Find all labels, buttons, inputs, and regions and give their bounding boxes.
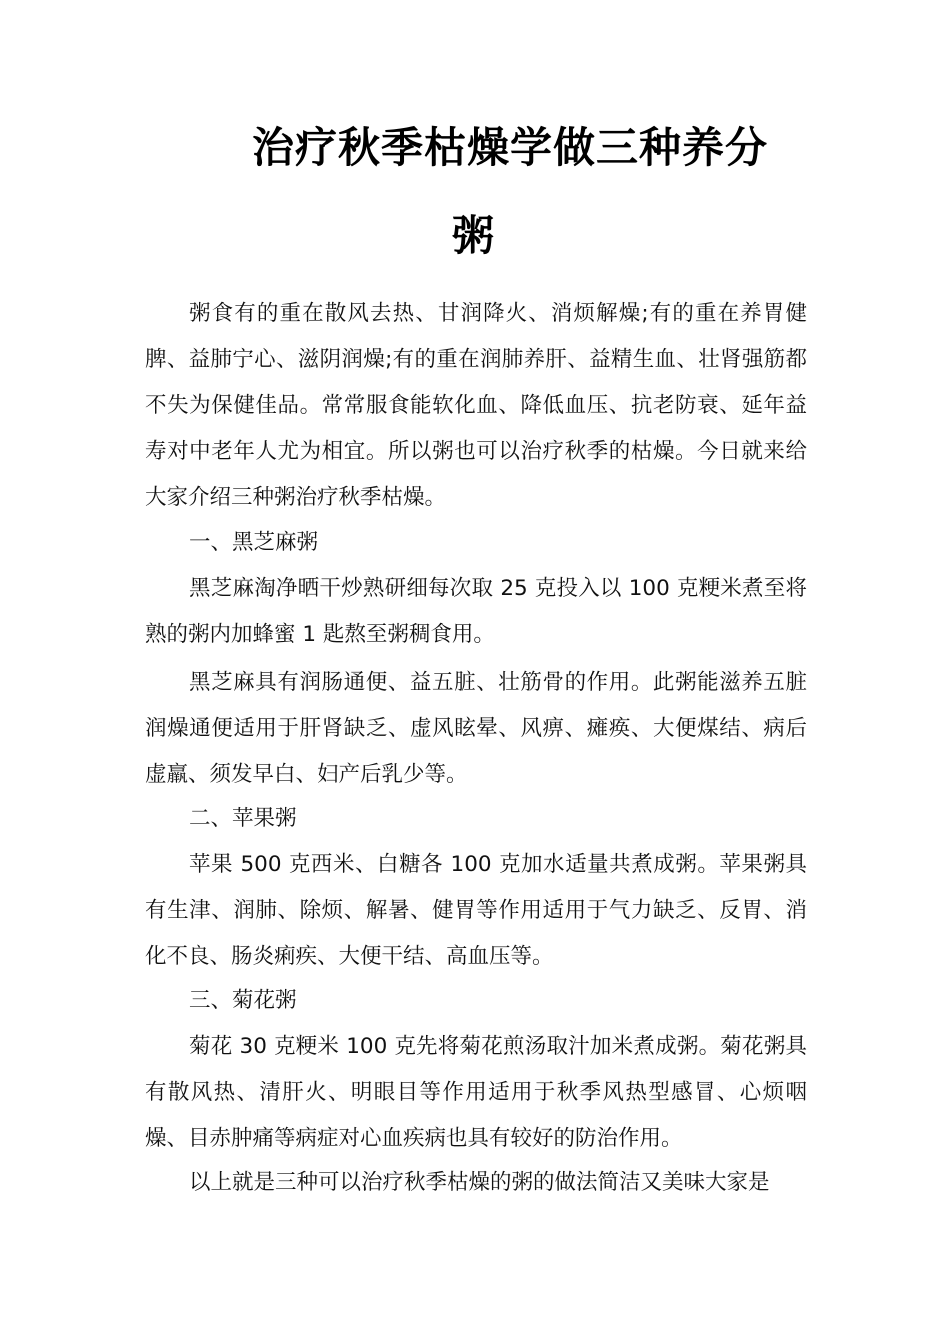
document-title-continuation: 粥 — [452, 211, 495, 260]
sesame-recipe-paragraph: 黑芝麻淘净晒干炒熟研细每次取 25 克投入以 100 克粳米煮至将熟的粥内加蜂蜜 1 匙熬至粥稠食用。 — [145, 576, 807, 647]
chrysanthemum-paragraph: 菊花 30 克粳米 100 克先将菊花煎汤取汁加米煮成粥。菊花粥具有散风热、清肝火、明眼目等作用适用于秋季风热型感冒、心烦咽燥、目赤肿痛等病症对心血疾病也具有较好的防治作用。 — [145, 1034, 807, 1151]
document-title: 治疗秋季枯燥学做三种养分 — [252, 123, 769, 172]
section-heading-chrysanthemum: 三、菊花粥 — [189, 988, 297, 1013]
section-heading-sesame: 一、黑芝麻粥 — [189, 530, 319, 555]
section-heading-apple: 二、苹果粥 — [189, 806, 297, 831]
closing-paragraph: 以上就是三种可以治疗秋季枯燥的粥的做法简洁又美味大家是 — [189, 1170, 770, 1195]
apple-paragraph: 苹果 500 克西米、白糖各 100 克加水适量共煮成粥。苹果粥具有生津、润肺、除烦、解暑、健胃等作用适用于气力缺乏、反胃、消化不良、肠炎痢疾、大便干结、高血压等。 — [145, 852, 807, 969]
intro-paragraph: 粥食有的重在散风去热、甘润降火、消烦解燥;有的重在养胃健脾、益肺宁心、滋阴润燥;有的重在润肺养肝、益精生血、壮肾强筋都不失为保健佳品。常常服食能软化血、降低血压、抗老防衰、延年益寿对中老年人尤为相宜。所以粥也可以治疗秋季的枯燥。今日就来给大家介绍三种粥治疗秋季枯燥。 — [145, 301, 807, 510]
sesame-effect-paragraph: 黑芝麻具有润肠通便、益五脏、壮筋骨的作用。此粥能滋养五脏润燥通便适用于肝肾缺乏、虚风眩晕、风痹、瘫痪、大便煤结、病后虚羸、须发早白、妇产后乳少等。 — [145, 670, 807, 787]
